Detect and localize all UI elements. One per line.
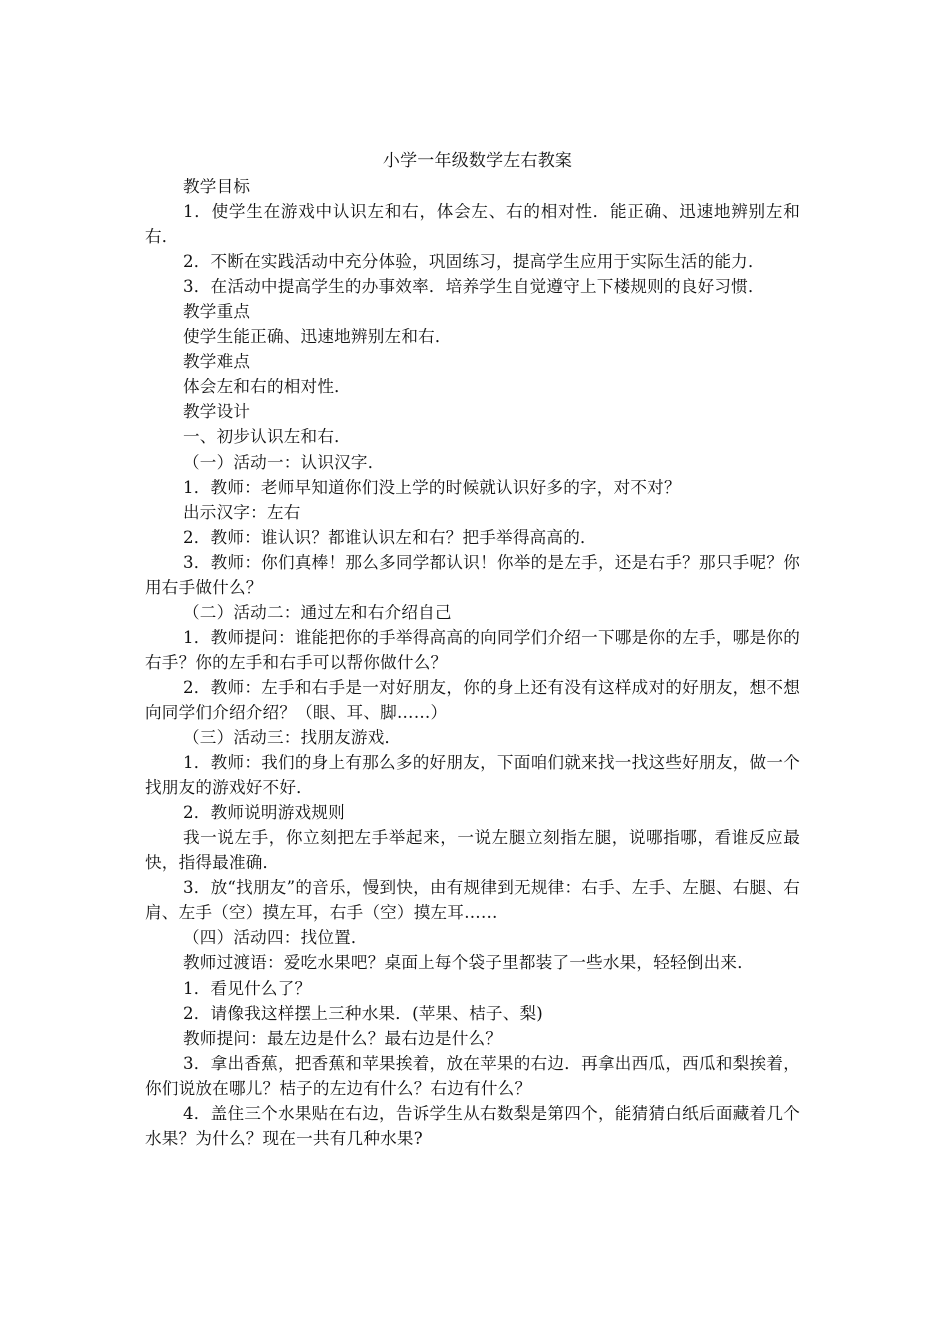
paragraph: 3．在活动中提高学生的办事效率．培养学生自觉遵守上下楼规则的良好习惯． xyxy=(183,277,765,297)
paragraph: 2．教师：左手和右手是一对好朋友，你的身上还有没有这样成对的好朋友，想不想向同学们介绍介绍？（眼、耳、脚……） xyxy=(145,677,800,722)
paragraph: 4．盖住三个水果贴在右边，告诉学生从右数梨是第四个，能猜猜白纸后面藏着几个水果？为什么？现在一共有几种水果? xyxy=(145,1103,800,1148)
paragraph: 出示汉字：左右 xyxy=(183,502,301,522)
paragraph: 2．教师说明游戏规则 xyxy=(183,803,345,823)
document-body xyxy=(145,149,800,1151)
activity-heading: （二）活动二：通过左和右介绍自己 xyxy=(183,602,452,622)
activity-heading: （三）活动三：找朋友游戏． xyxy=(183,728,402,748)
section-heading-design: 教学设计 xyxy=(183,402,251,422)
paragraph: 体会左和右的相对性． xyxy=(183,377,351,397)
section-heading-difficulties: 教学难点 xyxy=(183,352,251,372)
paragraph: 一、初步认识左和右． xyxy=(183,427,351,447)
paragraph: 2．请像我这样摆上三种水果．(苹果、桔子、梨) xyxy=(183,1003,543,1023)
paragraph: 1．教师：老师早知道你们没上学的时候就认识好多的字，对不对？ xyxy=(183,477,681,497)
paragraph: 我一说左手，你立刻把左手举起来，一说左腿立刻指左腿，说哪指哪，看谁反应最快，指得最准确． xyxy=(145,828,800,873)
document-title: 小学一年级数学左右教案 xyxy=(382,151,573,171)
paragraph: 1．教师：我们的身上有那么多的好朋友，下面咱们就来找一找这些好朋友，做一个找朋友的游戏好不好． xyxy=(145,753,800,798)
paragraph: 2．教师：谁认识？都谁认识左和右？把手举得高高的． xyxy=(183,527,597,547)
activity-heading: （一）活动一：认识汉字． xyxy=(183,452,385,472)
paragraph: 使学生能正确、迅速地辨别左和右． xyxy=(183,327,452,347)
section-heading-teaching-goals: 教学目标 xyxy=(183,177,251,196)
paragraph: 2．不断在实践活动中充分体验，巩固练习，提高学生应用于实际生活的能力． xyxy=(183,252,765,272)
activity-heading: （四）活动四：找位置． xyxy=(183,928,368,948)
paragraph: 教师提问：最左边是什么？最右边是什么？ xyxy=(183,1028,503,1048)
paragraph: 3．拿出香蕉，把香蕉和苹果挨着，放在苹果的右边．再拿出西瓜，西瓜和梨挨着，你们说放在哪儿？桔子的左边有什么？右边有什么？ xyxy=(145,1053,800,1098)
section-heading-key-points: 教学重点 xyxy=(183,302,251,322)
paragraph: 3．放“找朋友”的音乐，慢到快，由有规律到无规律：右手、左手、左腿、右腿、右肩、左手（空）摸左耳，右手（空）摸左耳…… xyxy=(145,878,800,923)
paragraph: 3．教师：你们真棒！那么多同学都认识！你举的是左手，还是右手？那只手呢？你用右手做什么？ xyxy=(145,552,800,597)
paragraph: 1．教师提问：谁能把你的手举得高高的向同学们介绍一下哪是你的左手，哪是你的右手？你的左手和右手可以帮你做什么？ xyxy=(145,627,800,672)
paragraph: 教师过渡语：爱吃水果吧？桌面上每个袋子里都装了一些水果，轻轻倒出来． xyxy=(183,953,754,973)
paragraph: 1．看见什么了？ xyxy=(183,978,312,998)
paragraph: 1．使学生在游戏中认识左和右，体会左、右的相对性．能正确、迅速地辨别左和右． xyxy=(145,202,800,247)
